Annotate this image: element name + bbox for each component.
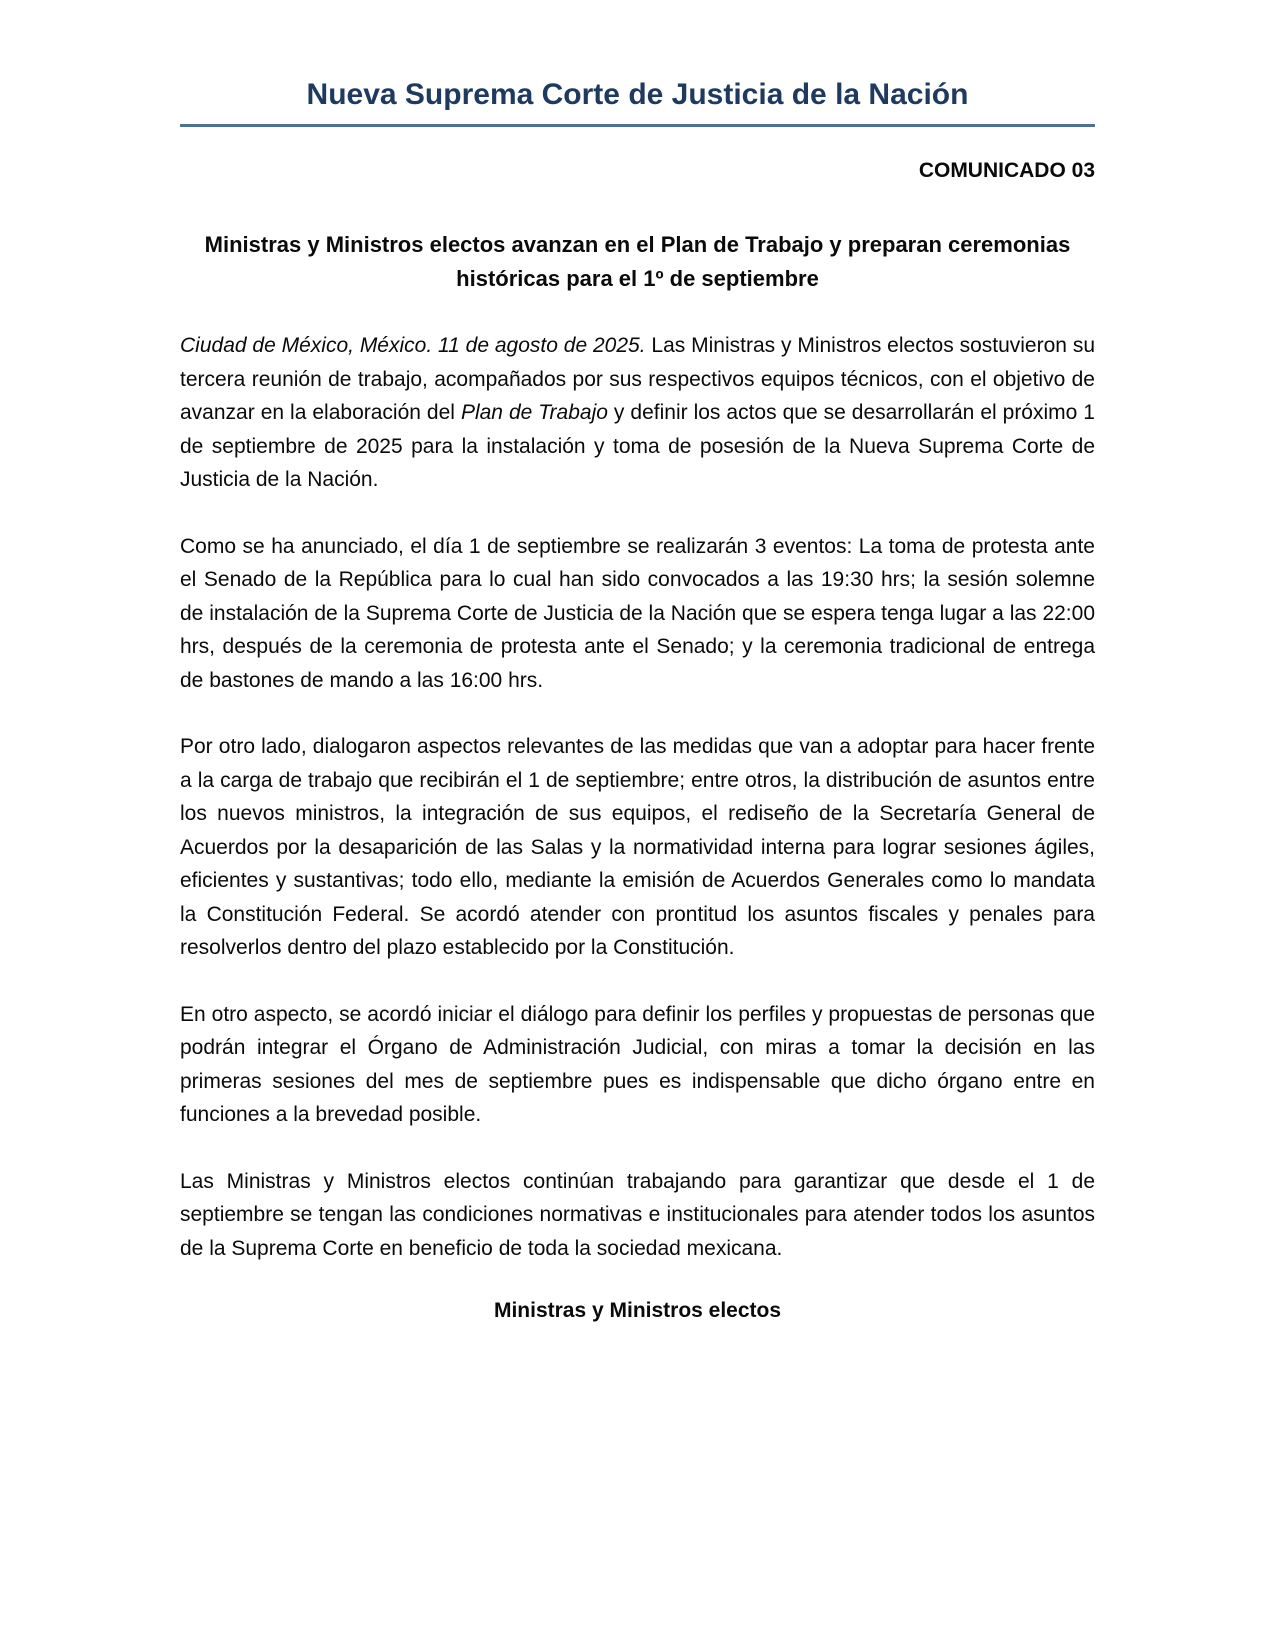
paragraph-eventos [180, 530, 1095, 698]
paragraph-text: y definir los actos que se desarrollarán el próximo 1 de septiembre de 2025 para la instalación y toma de posesión de la Nueva Suprema Corte de Justicia de la Nación. [180, 401, 1095, 492]
document-headline: Ministras y Ministros electos avanzan en el Plan de Trabajo y preparan ceremonias históricas para el 1º de septiembre [204, 232, 1071, 292]
dateline-text: Ciudad de México, México. 11 de agosto de 2025. [180, 334, 646, 358]
letterhead-title: Nueva Suprema Corte de Justicia de la Nación [180, 78, 1095, 127]
signature-line: Ministras y Ministros electos [493, 1299, 782, 1323]
paragraph-text: Como se ha anunciado, el día 1 de septiembre se realizarán 3 eventos: La toma de protesta ante el Senado de la República para lo cual han sido convocados a las 19:30 hrs; la sesión solemne de instalación de la Suprema Corte de Justicia de la Nación que se espera tenga lugar a las 22:00 hrs, después de la ceremonia de protesta ante el Senado; y la ceremonia tradicional de entrega de bastones de mando a las 16:00 hrs. [180, 534, 1095, 692]
paragraph-text: Las Ministras y Ministros electos sostuvieron su tercera reunión de trabajo, acompañados por sus respectivos equipos técnicos, con el objetivo de avanzar en la elaboración del [180, 334, 1095, 425]
paragraph-organo-administracion [180, 998, 1095, 1132]
paragraph-cierre [180, 1165, 1095, 1266]
document-body [180, 329, 1095, 1265]
paragraph-text: Por otro lado, dialogaron aspectos relevantes de las medidas que van a adoptar para hacer frente a la carga de trabajo que recibirán el 1 de septiembre; entre otros, la distribución de asuntos entre los nuevos ministros, la integración de sus equipos, el rediseño de la Secretaría General de Acuerdos por la desaparición de las Salas y la normatividad interna para lograr sesiones ágiles, eficientes y sustantivas; todo ello, mediante la emisión de Acuerdos Generales como lo mandata la Constitución Federal. Se acordó atender con prontitud los asuntos fiscales y penales para resolverlos dentro del plazo establecido por la Constitución. [180, 735, 1095, 960]
paragraph-text: Las Ministras y Ministros electos continúan trabajando para garantizar que desde el 1 de septiembre se tengan las condiciones normativas e institucionales para atender todos los asuntos de la Suprema Corte en beneficio de toda la sociedad mexicana. [180, 1169, 1095, 1260]
paragraph-text: En otro aspecto, se acordó iniciar el diálogo para definir los perfiles y propuestas de personas que podrán integrar el Órgano de Administración Judicial, con miras a tomar la decisión en las primeras sesiones del mes de septiembre pues es indispensable que dicho órgano entre en funciones a la brevedad posible. [180, 1002, 1095, 1127]
paragraph-medidas [180, 730, 1095, 965]
plan-de-trabajo-text: Plan de Trabajo [460, 401, 608, 425]
comunicado-label: COMUNICADO 03 [918, 159, 1095, 182]
paragraph-dateline [180, 329, 1095, 497]
